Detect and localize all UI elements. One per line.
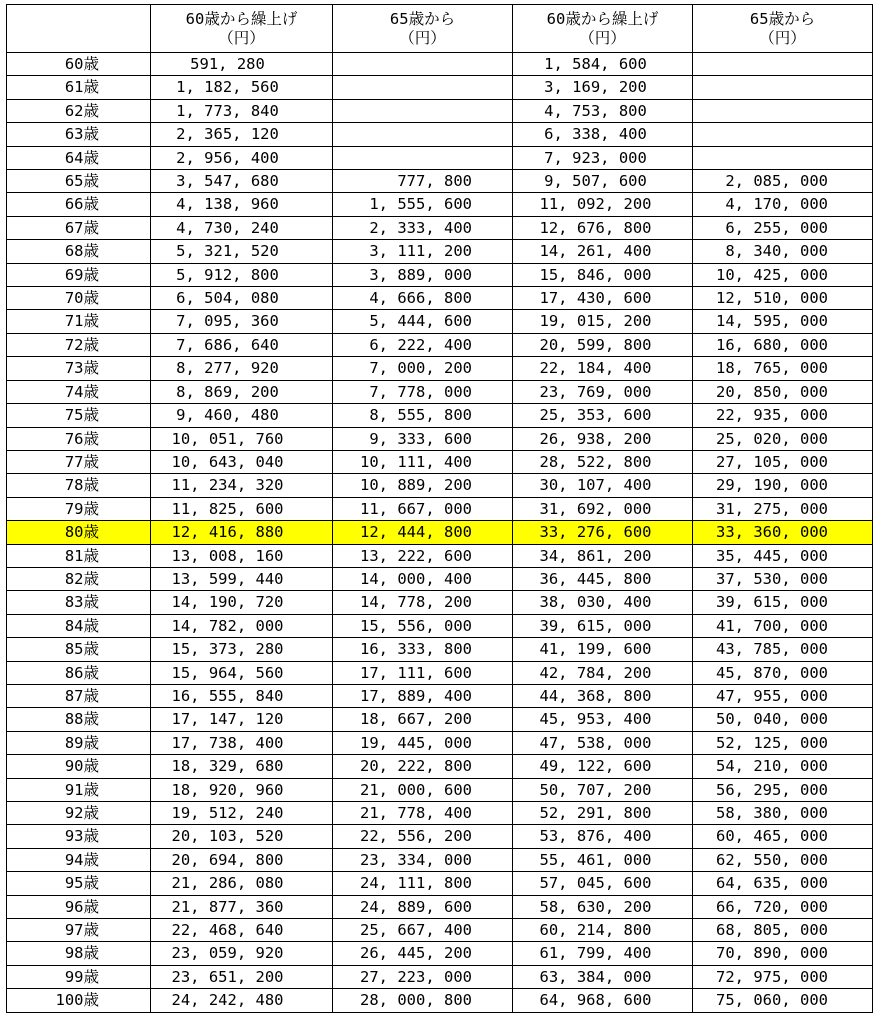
col4-cell: 72, 975, 000 [693, 965, 873, 988]
col3-cell: 58, 630, 200 [513, 895, 693, 918]
col1-cell: 591, 280 [151, 53, 333, 76]
col3-cell: 1, 584, 600 [513, 53, 693, 76]
age-cell: 84歳 [7, 614, 151, 637]
col1-cell: 9, 460, 480 [151, 404, 333, 427]
col2-cell: 25, 667, 400 [333, 919, 513, 942]
col2-cell: 13, 222, 600 [333, 544, 513, 567]
age-cell: 68歳 [7, 240, 151, 263]
col3-cell: 3, 169, 200 [513, 76, 693, 99]
col1-cell: 4, 730, 240 [151, 216, 333, 239]
col2-cell: 16, 333, 800 [333, 638, 513, 661]
col1-cell: 11, 825, 600 [151, 497, 333, 520]
table-row [7, 310, 873, 333]
col2-cell: 20, 222, 800 [333, 755, 513, 778]
table-row [7, 404, 873, 427]
col1-cell: 2, 956, 400 [151, 146, 333, 169]
age-cell: 65歳 [7, 170, 151, 193]
table-row [7, 802, 873, 825]
table-row [7, 216, 873, 239]
col4-cell [693, 146, 873, 169]
col2-cell: 7, 778, 000 [333, 380, 513, 403]
col2-cell: 27, 223, 000 [333, 965, 513, 988]
age-cell: 74歳 [7, 380, 151, 403]
age-cell: 88歳 [7, 708, 151, 731]
col4-cell: 4, 170, 000 [693, 193, 873, 216]
table-row [7, 895, 873, 918]
col4-cell: 39, 615, 000 [693, 591, 873, 614]
col3-cell: 25, 353, 600 [513, 404, 693, 427]
col2-cell: 17, 111, 600 [333, 661, 513, 684]
table-row [7, 474, 873, 497]
col4-cell: 56, 295, 000 [693, 778, 873, 801]
table-row [7, 450, 873, 473]
col4-cell: 66, 720, 000 [693, 895, 873, 918]
table-row [7, 76, 873, 99]
age-cell: 94歳 [7, 848, 151, 871]
col1-cell: 17, 147, 120 [151, 708, 333, 731]
col2-cell: 8, 555, 800 [333, 404, 513, 427]
col3-cell: 55, 461, 000 [513, 848, 693, 871]
col4-cell: 8, 340, 000 [693, 240, 873, 263]
age-cell: 90歳 [7, 755, 151, 778]
col3-cell: 19, 015, 200 [513, 310, 693, 333]
col2-cell: 2, 333, 400 [333, 216, 513, 239]
col3-cell: 9, 507, 600 [513, 170, 693, 193]
table-row [7, 638, 873, 661]
header-col3-title: 60歳から繰上げ [546, 10, 659, 28]
col1-cell: 23, 651, 200 [151, 965, 333, 988]
col1-cell: 10, 051, 760 [151, 427, 333, 450]
table-body [7, 53, 873, 1013]
col2-cell: 24, 889, 600 [333, 895, 513, 918]
col4-cell: 25, 020, 000 [693, 427, 873, 450]
age-cell: 96歳 [7, 895, 151, 918]
table-row [7, 989, 873, 1012]
col1-cell: 6, 504, 080 [151, 287, 333, 310]
col1-cell: 18, 920, 960 [151, 778, 333, 801]
col4-cell: 62, 550, 000 [693, 848, 873, 871]
table-row [7, 965, 873, 988]
age-cell: 71歳 [7, 310, 151, 333]
col3-cell: 17, 430, 600 [513, 287, 693, 310]
age-cell: 69歳 [7, 263, 151, 286]
col4-cell: 27, 105, 000 [693, 450, 873, 473]
col2-cell: 18, 667, 200 [333, 708, 513, 731]
col3-cell: 61, 799, 400 [513, 942, 693, 965]
col1-cell: 13, 599, 440 [151, 567, 333, 590]
col1-cell: 20, 694, 800 [151, 848, 333, 871]
col2-cell [333, 99, 513, 122]
table-row [7, 427, 873, 450]
table-row [7, 380, 873, 403]
col3-cell: 34, 861, 200 [513, 544, 693, 567]
age-cell: 87歳 [7, 684, 151, 707]
col1-cell: 13, 008, 160 [151, 544, 333, 567]
col4-cell: 58, 380, 000 [693, 802, 873, 825]
col2-cell: 3, 111, 200 [333, 240, 513, 263]
col1-cell: 5, 912, 800 [151, 263, 333, 286]
age-cell: 67歳 [7, 216, 151, 239]
pension-cumulative-table [6, 4, 873, 1013]
header-col2 [333, 5, 513, 53]
col4-cell: 47, 955, 000 [693, 684, 873, 707]
col3-cell: 33, 276, 600 [513, 521, 693, 544]
age-cell: 93歳 [7, 825, 151, 848]
col2-cell: 26, 445, 200 [333, 942, 513, 965]
col4-cell: 64, 635, 000 [693, 872, 873, 895]
header-col1 [151, 5, 333, 53]
col3-cell: 4, 753, 800 [513, 99, 693, 122]
table-row [7, 731, 873, 754]
table-row [7, 497, 873, 520]
col1-cell: 20, 103, 520 [151, 825, 333, 848]
col4-cell [693, 76, 873, 99]
header-col3-unit: （円） [579, 29, 626, 47]
col3-cell: 63, 384, 000 [513, 965, 693, 988]
age-cell: 100歳 [7, 989, 151, 1012]
col4-cell: 33, 360, 000 [693, 521, 873, 544]
age-cell: 83歳 [7, 591, 151, 614]
header-col4 [693, 5, 873, 53]
col2-cell: 3, 889, 000 [333, 263, 513, 286]
age-cell: 95歳 [7, 872, 151, 895]
col4-cell [693, 123, 873, 146]
col3-cell: 30, 107, 400 [513, 474, 693, 497]
col4-cell: 12, 510, 000 [693, 287, 873, 310]
table-row [7, 591, 873, 614]
col2-cell: 24, 111, 800 [333, 872, 513, 895]
col4-cell [693, 53, 873, 76]
col1-cell: 7, 686, 640 [151, 333, 333, 356]
col1-cell: 14, 190, 720 [151, 591, 333, 614]
table-row [7, 193, 873, 216]
col2-cell: 21, 778, 400 [333, 802, 513, 825]
table-row [7, 567, 873, 590]
col1-cell: 23, 059, 920 [151, 942, 333, 965]
col2-cell: 17, 889, 400 [333, 684, 513, 707]
header-col1-unit: （円） [218, 29, 265, 47]
col4-cell: 52, 125, 000 [693, 731, 873, 754]
col1-cell: 15, 373, 280 [151, 638, 333, 661]
col2-cell: 7, 000, 200 [333, 357, 513, 380]
age-cell: 78歳 [7, 474, 151, 497]
col1-cell: 16, 555, 840 [151, 684, 333, 707]
table-row [7, 848, 873, 871]
table-row [7, 919, 873, 942]
col1-cell: 10, 643, 040 [151, 450, 333, 473]
col3-cell: 47, 538, 000 [513, 731, 693, 754]
col1-cell: 12, 416, 880 [151, 521, 333, 544]
col3-cell: 20, 599, 800 [513, 333, 693, 356]
col2-cell: 14, 778, 200 [333, 591, 513, 614]
col2-cell: 19, 445, 000 [333, 731, 513, 754]
col4-cell: 14, 595, 000 [693, 310, 873, 333]
col3-cell: 23, 769, 000 [513, 380, 693, 403]
table-row [7, 661, 873, 684]
col3-cell: 44, 368, 800 [513, 684, 693, 707]
col1-cell: 5, 321, 520 [151, 240, 333, 263]
age-cell: 66歳 [7, 193, 151, 216]
col4-cell: 60, 465, 000 [693, 825, 873, 848]
col1-cell: 19, 512, 240 [151, 802, 333, 825]
col2-cell: 14, 000, 400 [333, 567, 513, 590]
col3-cell: 28, 522, 800 [513, 450, 693, 473]
col3-cell: 22, 184, 400 [513, 357, 693, 380]
col2-cell: 12, 444, 800 [333, 521, 513, 544]
age-cell: 97歳 [7, 919, 151, 942]
col2-cell: 777, 800 [333, 170, 513, 193]
col3-cell: 50, 707, 200 [513, 778, 693, 801]
col3-cell: 11, 092, 200 [513, 193, 693, 216]
col2-cell [333, 53, 513, 76]
col1-cell: 8, 277, 920 [151, 357, 333, 380]
age-cell: 72歳 [7, 333, 151, 356]
age-cell: 77歳 [7, 450, 151, 473]
col2-cell: 1, 555, 600 [333, 193, 513, 216]
age-cell: 76歳 [7, 427, 151, 450]
col4-cell: 10, 425, 000 [693, 263, 873, 286]
col4-cell: 6, 255, 000 [693, 216, 873, 239]
col4-cell: 29, 190, 000 [693, 474, 873, 497]
table-row [7, 755, 873, 778]
header-col1-title: 60歳から繰上げ [185, 10, 298, 28]
header-col4-unit: （円） [759, 29, 806, 47]
col1-cell: 2, 365, 120 [151, 123, 333, 146]
table-row [7, 146, 873, 169]
header-col2-title: 65歳から [389, 10, 456, 28]
table-row [7, 263, 873, 286]
col4-cell [693, 99, 873, 122]
col1-cell: 7, 095, 360 [151, 310, 333, 333]
col3-cell: 12, 676, 800 [513, 216, 693, 239]
col3-cell: 42, 784, 200 [513, 661, 693, 684]
age-cell: 89歳 [7, 731, 151, 754]
header-col3 [513, 5, 693, 53]
age-cell: 62歳 [7, 99, 151, 122]
col3-cell: 41, 199, 600 [513, 638, 693, 661]
table-row [7, 53, 873, 76]
age-cell: 81歳 [7, 544, 151, 567]
age-cell: 64歳 [7, 146, 151, 169]
col3-cell: 14, 261, 400 [513, 240, 693, 263]
col4-cell: 35, 445, 000 [693, 544, 873, 567]
col2-cell: 10, 889, 200 [333, 474, 513, 497]
col3-cell: 38, 030, 400 [513, 591, 693, 614]
col1-cell: 24, 242, 480 [151, 989, 333, 1012]
age-cell: 75歳 [7, 404, 151, 427]
col4-cell: 31, 275, 000 [693, 497, 873, 520]
age-cell: 80歳 [7, 521, 151, 544]
age-cell: 61歳 [7, 76, 151, 99]
col2-cell: 10, 111, 400 [333, 450, 513, 473]
table-row-highlighted [7, 521, 873, 544]
header-col2-unit: （円） [399, 29, 446, 47]
col2-cell: 11, 667, 000 [333, 497, 513, 520]
col2-cell: 4, 666, 800 [333, 287, 513, 310]
col2-cell [333, 76, 513, 99]
age-cell: 86歳 [7, 661, 151, 684]
col2-cell: 21, 000, 600 [333, 778, 513, 801]
col3-cell: 26, 938, 200 [513, 427, 693, 450]
col4-cell: 50, 040, 000 [693, 708, 873, 731]
table-row [7, 170, 873, 193]
table-row [7, 825, 873, 848]
col3-cell: 64, 968, 600 [513, 989, 693, 1012]
age-cell: 82歳 [7, 567, 151, 590]
col3-cell: 15, 846, 000 [513, 263, 693, 286]
col4-cell: 54, 210, 000 [693, 755, 873, 778]
table-row [7, 357, 873, 380]
table-row [7, 240, 873, 263]
col3-cell: 52, 291, 800 [513, 802, 693, 825]
age-cell: 99歳 [7, 965, 151, 988]
table-row [7, 544, 873, 567]
col4-cell: 68, 805, 000 [693, 919, 873, 942]
col2-cell [333, 123, 513, 146]
header-col4-title: 65歳から [749, 10, 816, 28]
age-cell: 85歳 [7, 638, 151, 661]
table-row [7, 99, 873, 122]
col2-cell: 23, 334, 000 [333, 848, 513, 871]
age-cell: 70歳 [7, 287, 151, 310]
col3-cell: 6, 338, 400 [513, 123, 693, 146]
col2-cell [333, 146, 513, 169]
header-age [7, 5, 151, 53]
col1-cell: 22, 468, 640 [151, 919, 333, 942]
col3-cell: 53, 876, 400 [513, 825, 693, 848]
age-cell: 60歳 [7, 53, 151, 76]
col3-cell: 45, 953, 400 [513, 708, 693, 731]
col4-cell: 70, 890, 000 [693, 942, 873, 965]
col2-cell: 6, 222, 400 [333, 333, 513, 356]
col3-cell: 7, 923, 000 [513, 146, 693, 169]
table-row [7, 708, 873, 731]
table-row [7, 123, 873, 146]
col4-cell: 37, 530, 000 [693, 567, 873, 590]
table-row [7, 778, 873, 801]
col4-cell: 20, 850, 000 [693, 380, 873, 403]
col1-cell: 18, 329, 680 [151, 755, 333, 778]
col2-cell: 22, 556, 200 [333, 825, 513, 848]
col3-cell: 39, 615, 000 [513, 614, 693, 637]
col4-cell: 41, 700, 000 [693, 614, 873, 637]
col3-cell: 36, 445, 800 [513, 567, 693, 590]
col1-cell: 1, 773, 840 [151, 99, 333, 122]
col4-cell: 16, 680, 000 [693, 333, 873, 356]
col1-cell: 17, 738, 400 [151, 731, 333, 754]
col1-cell: 8, 869, 200 [151, 380, 333, 403]
col1-cell: 14, 782, 000 [151, 614, 333, 637]
col3-cell: 60, 214, 800 [513, 919, 693, 942]
table-row [7, 287, 873, 310]
col1-cell: 21, 877, 360 [151, 895, 333, 918]
col4-cell: 2, 085, 000 [693, 170, 873, 193]
table-row [7, 942, 873, 965]
col3-cell: 31, 692, 000 [513, 497, 693, 520]
table-row [7, 684, 873, 707]
col1-cell: 21, 286, 080 [151, 872, 333, 895]
col2-cell: 9, 333, 600 [333, 427, 513, 450]
age-cell: 91歳 [7, 778, 151, 801]
col1-cell: 15, 964, 560 [151, 661, 333, 684]
col3-cell: 49, 122, 600 [513, 755, 693, 778]
col2-cell: 15, 556, 000 [333, 614, 513, 637]
col4-cell: 45, 870, 000 [693, 661, 873, 684]
col4-cell: 22, 935, 000 [693, 404, 873, 427]
col1-cell: 4, 138, 960 [151, 193, 333, 216]
table-row [7, 872, 873, 895]
table-row [7, 333, 873, 356]
header-row [7, 5, 873, 53]
col3-cell: 57, 045, 600 [513, 872, 693, 895]
age-cell: 98歳 [7, 942, 151, 965]
col2-cell: 5, 444, 600 [333, 310, 513, 333]
col1-cell: 1, 182, 560 [151, 76, 333, 99]
col1-cell: 11, 234, 320 [151, 474, 333, 497]
col4-cell: 18, 765, 000 [693, 357, 873, 380]
col4-cell: 75, 060, 000 [693, 989, 873, 1012]
col1-cell: 3, 547, 680 [151, 170, 333, 193]
col2-cell: 28, 000, 800 [333, 989, 513, 1012]
age-cell: 92歳 [7, 802, 151, 825]
table-row [7, 614, 873, 637]
col4-cell: 43, 785, 000 [693, 638, 873, 661]
age-cell: 79歳 [7, 497, 151, 520]
age-cell: 73歳 [7, 357, 151, 380]
age-cell: 63歳 [7, 123, 151, 146]
